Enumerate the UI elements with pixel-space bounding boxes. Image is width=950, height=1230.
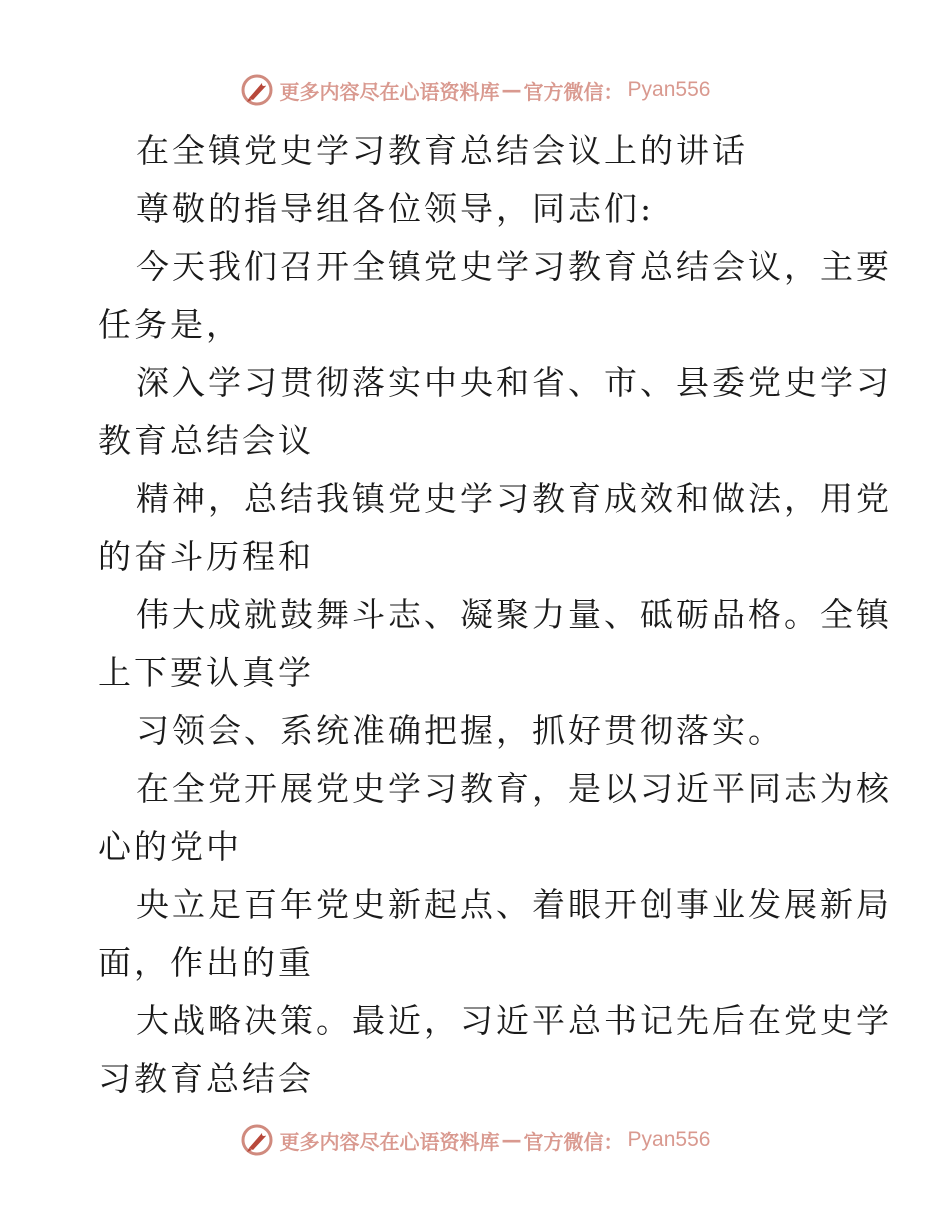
document-line: 教育总结会议: [98, 421, 314, 460]
document-line: 的奋斗历程和: [98, 537, 314, 576]
document-line: 上下要认真学: [98, 653, 314, 692]
banner-site-text: 更多内容尽在心语资料库: [279, 79, 500, 104]
document-line: 在全党开展党史学习教育，是以习近平同志为核: [136, 769, 892, 808]
banner-wechat-label: 官方微信：: [523, 79, 624, 104]
document-line: 精神，总结我镇党史学习教育成效和做法，用党: [136, 479, 892, 518]
document-body: [98, 122, 892, 1108]
banner-wechat-id: Pyan556: [627, 78, 711, 101]
document-line: 大战略决策。最近，习近平总书记先后在党史学: [136, 1001, 892, 1040]
document-line: 面，作出的重: [98, 943, 314, 982]
banner-dash: —: [501, 1128, 522, 1152]
document-line: 尊敬的指导组各位领导，同志们:: [136, 189, 655, 228]
document-title: 在全镇党史学习教育总结会议上的讲话: [136, 131, 748, 170]
document-line: 任务是，: [98, 305, 242, 344]
document-line: 习领会、系统准确把握，抓好贯彻落实。: [136, 711, 784, 750]
footer-watermark-banner: [0, 1120, 950, 1160]
header-watermark-banner: [0, 70, 950, 110]
banner-dash: —: [501, 78, 522, 102]
banner-site-text: 更多内容尽在心语资料库: [279, 1129, 500, 1154]
document-line: 深入学习贯彻落实中央和省、市、县委党史学习: [136, 363, 892, 402]
banner-wechat-id: Pyan556: [627, 1128, 711, 1151]
banner-wechat-label: 官方微信：: [523, 1129, 624, 1154]
quill-pen-logo-icon: [240, 1123, 274, 1157]
quill-pen-logo-icon: [240, 73, 274, 107]
document-line: 伟大成就鼓舞斗志、凝聚力量、砥砺品格。全镇: [136, 595, 892, 634]
document-line: 央立足百年党史新起点、着眼开创事业发展新局: [136, 885, 892, 924]
document-line: 心的党中: [98, 827, 242, 866]
document-line: 今天我们召开全镇党史学习教育总结会议，主要: [136, 247, 892, 286]
document-line: 习教育总结会: [98, 1059, 314, 1098]
